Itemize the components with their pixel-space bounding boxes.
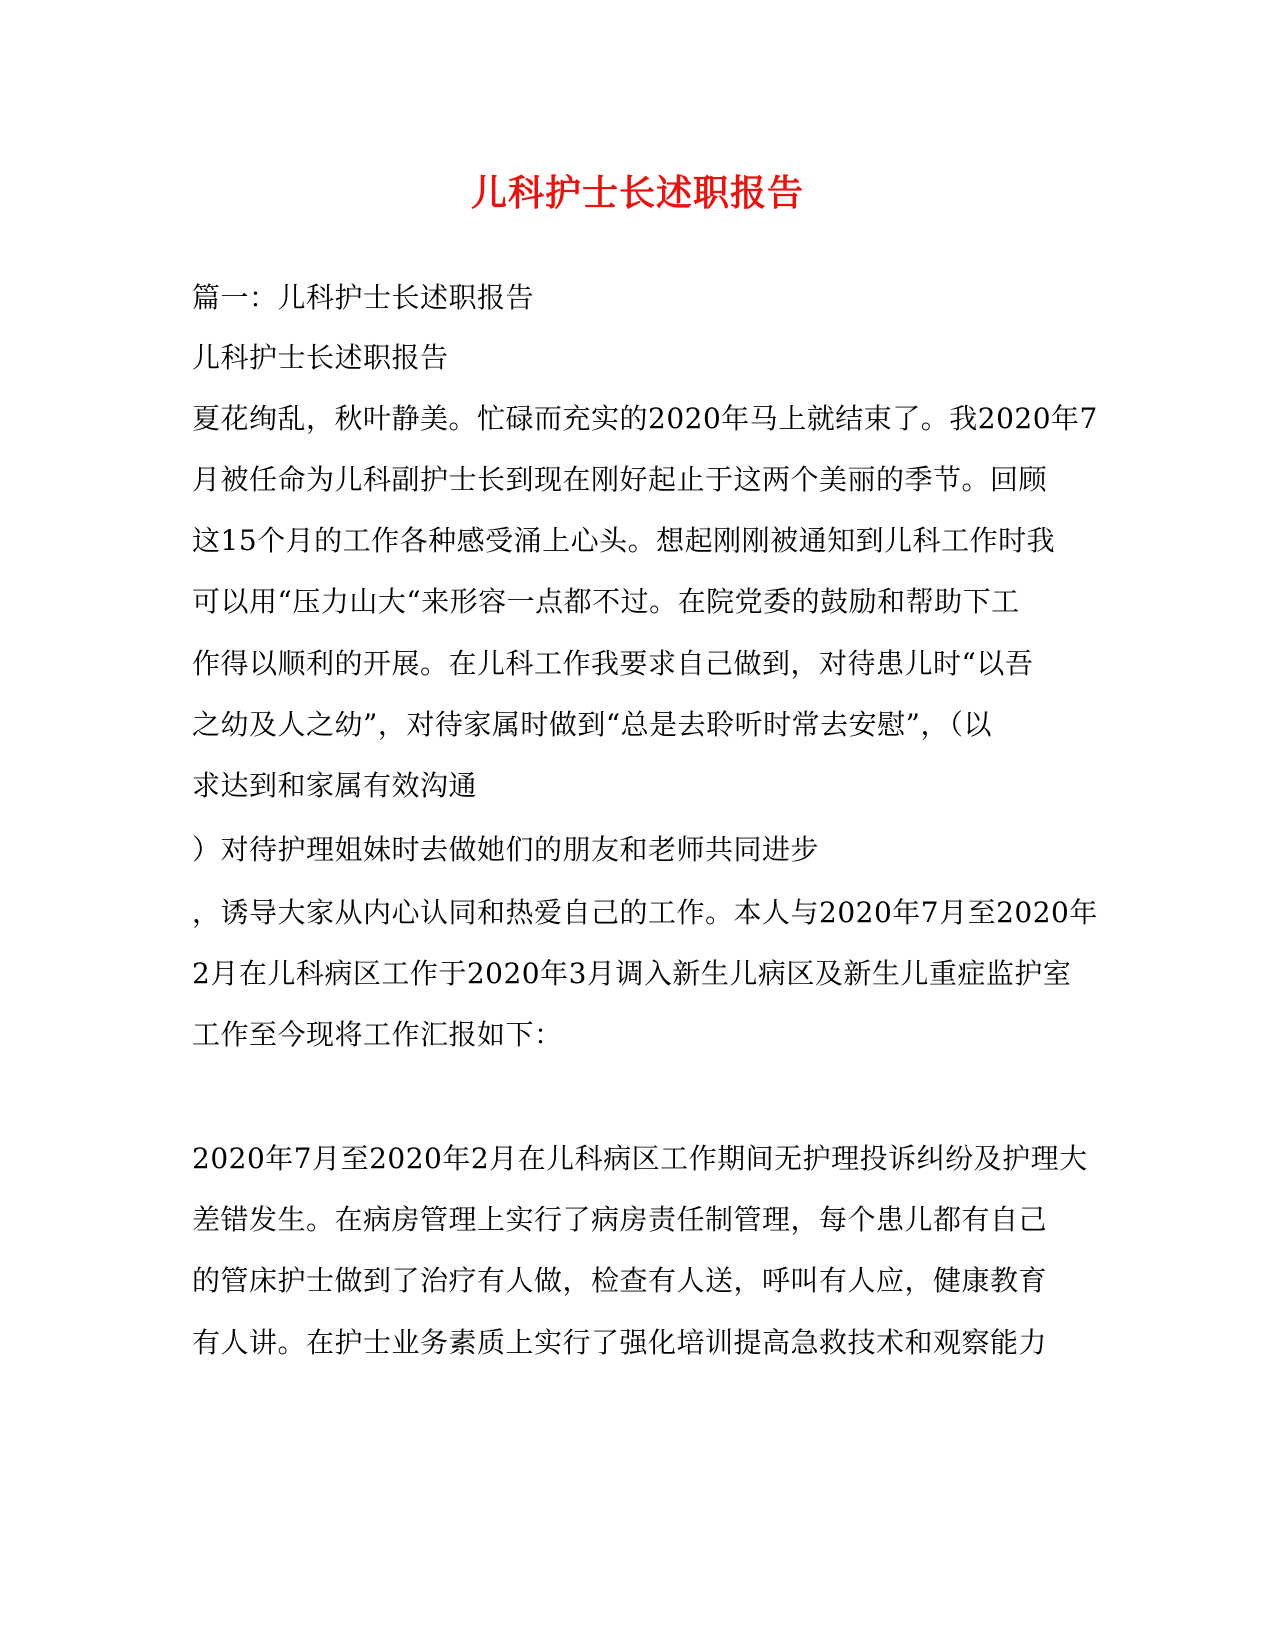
body-line: 求达到和家属有效沟通 (192, 769, 478, 802)
body-line: ，诱导大家从内心认同和热爱自己的工作。本人与2020年7月至2020年 (192, 896, 1098, 929)
body-line: ）对待护理姐妹时去做她们的朋友和老师共同进步 (192, 833, 820, 866)
section-heading: 篇一：儿科护士长述职报告 (192, 281, 535, 314)
body-line: 月被任命为儿科副护士长到现在刚好起止于这两个美丽的季节。回顾 (192, 463, 1048, 496)
body-line: 夏花绚乱，秋叶静美。忙碌而充实的2020年马上就结束了。我2020年7 (192, 402, 1098, 435)
report-subtitle: 儿科护士长述职报告 (192, 341, 449, 374)
body-line: 可以用“压力山大“来形容一点都不过。在院党委的鼓励和帮助下工 (192, 585, 1020, 618)
body-line: 这15个月的工作各种感受涌上心头。想起刚刚被通知到儿科工作时我 (192, 524, 1056, 557)
body-line: 有人讲。在护士业务素质上实行了强化培训提高急救技术和观察能力 (192, 1326, 1048, 1359)
document-title: 儿科护士长述职报告 (470, 172, 804, 214)
body-line: 的管床护士做到了治疗有人做，检查有人送，呼叫有人应，健康教育 (192, 1264, 1048, 1297)
body-line: 2月在儿科病区工作于2020年3月调入新生儿病区及新生儿重症监护室 (192, 957, 1072, 990)
body-line: 差错发生。在病房管理上实行了病房责任制管理，每个患儿都有自己 (192, 1203, 1048, 1236)
body-line: 工作至今现将工作汇报如下： (192, 1018, 563, 1051)
body-line: 作得以顺利的开展。在儿科工作我要求自己做到，对待患儿时“以吾 (192, 647, 1034, 680)
body-line: 2020年7月至2020年2月在儿科病区工作期间无护理投诉纠纷及护理大 (192, 1142, 1088, 1175)
body-line: 之幼及人之幼”，对待家属时做到“总是去聆听时常去安慰”，（以 (192, 708, 992, 741)
